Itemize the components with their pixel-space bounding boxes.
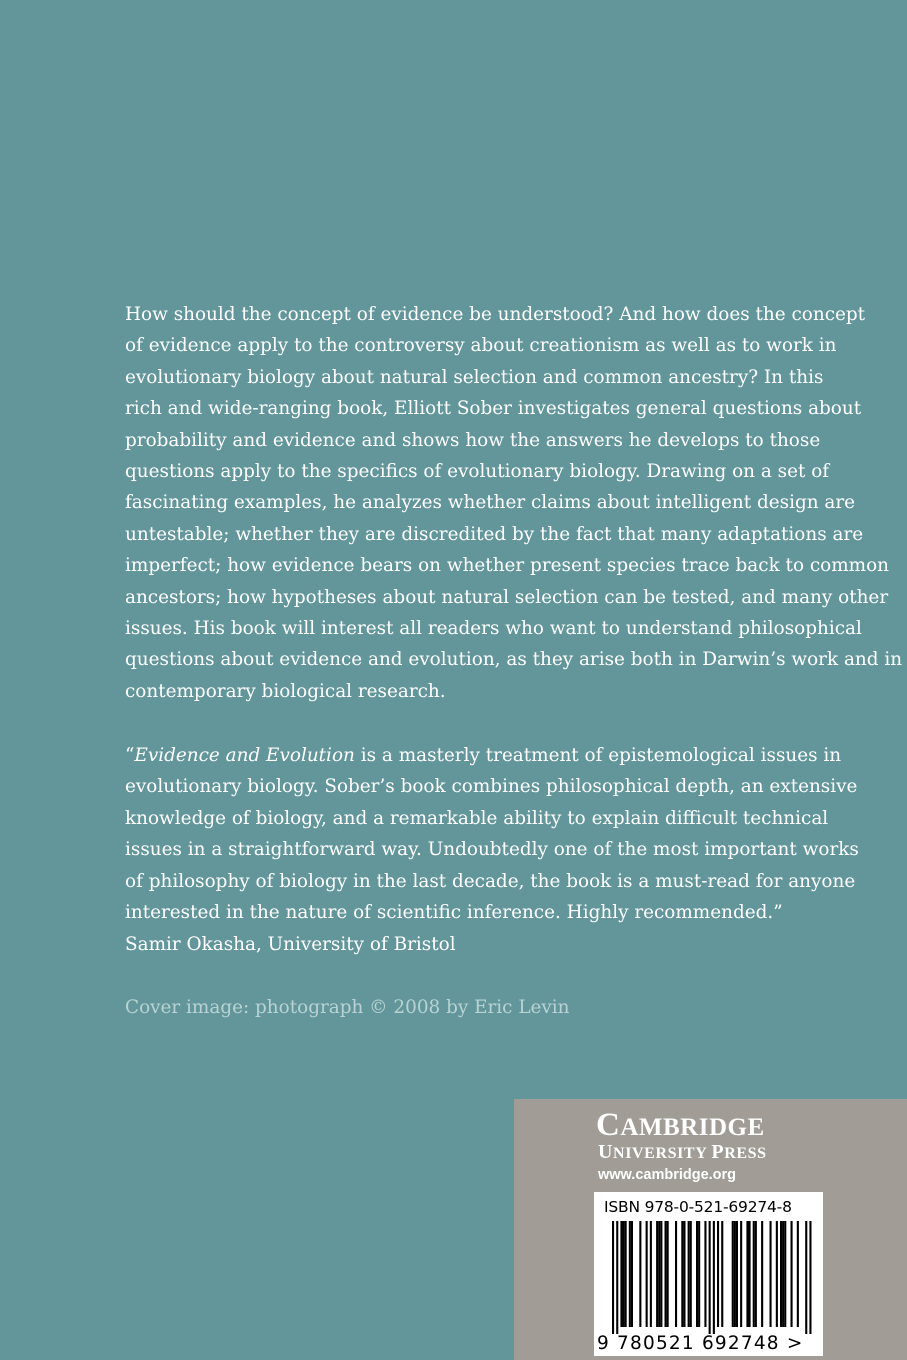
- subname-rest-2: RESS: [724, 1145, 767, 1162]
- isbn-barcode: [594, 1192, 823, 1356]
- barcode-bar: [721, 1221, 723, 1327]
- barcode-bar: [797, 1221, 799, 1327]
- barcode-bar: [736, 1221, 738, 1327]
- book-description: [125, 299, 903, 707]
- barcode-bar: [713, 1221, 715, 1334]
- barcode-bar: [698, 1221, 700, 1327]
- barcode-bar: [780, 1221, 782, 1327]
- barcode-bar: [690, 1221, 692, 1327]
- barcode-bar: [805, 1221, 807, 1334]
- barcode-bar: [681, 1221, 683, 1327]
- review-line: issues in a straightforward way. Undoubtedly one of the most important works: [125, 839, 859, 861]
- description-line: imperfect; how evidence bears on whether present species trace back to common: [125, 555, 890, 577]
- barcode-bar: [675, 1221, 677, 1327]
- publisher-website: www.cambridge.org: [598, 1167, 737, 1183]
- subname-initial-2: P: [711, 1141, 725, 1163]
- cover-image-credit: Cover image: photograph © 2008 by Eric Levin: [125, 997, 570, 1018]
- description-line: evolutionary biology about natural selection and common ancestry? In this: [125, 366, 824, 388]
- barcode-bar: [625, 1221, 627, 1327]
- barcode-bar: [740, 1221, 742, 1327]
- barcode-bar: [623, 1221, 625, 1327]
- barcode-bar: [612, 1221, 614, 1334]
- description-line: questions apply to the specifics of evolutionary biology. Drawing on a set of: [125, 461, 830, 483]
- open-quote-mark: “: [125, 745, 135, 766]
- publisher-panel: [514, 1099, 907, 1360]
- barcode-bar: [782, 1221, 784, 1327]
- barcode-bar: [667, 1221, 669, 1327]
- barcode-bar: [704, 1221, 706, 1327]
- barcode-bar: [639, 1221, 641, 1327]
- subname-rest-1: NIVERSITY: [613, 1145, 712, 1162]
- barcode-bar: [658, 1221, 660, 1327]
- review-attribution: Samir Okasha, University of Bristol: [125, 934, 456, 955]
- barcode-bar: [776, 1221, 778, 1327]
- review-line: evolutionary biology. Sober’s book combines philosophical depth, an extensive: [125, 776, 858, 798]
- barcode-bar: [770, 1221, 772, 1327]
- publisher-name-rest: AMBRIDGE: [620, 1114, 765, 1141]
- subname-initial-1: U: [598, 1141, 614, 1163]
- barcode-bar: [646, 1221, 648, 1327]
- barcode-bar: [650, 1221, 652, 1327]
- barcode-bar: [755, 1221, 757, 1327]
- barcode-bar: [717, 1221, 719, 1327]
- barcode-bar: [784, 1221, 786, 1327]
- barcode-bar: [660, 1221, 662, 1327]
- barcode-bar: [709, 1221, 711, 1334]
- barcode-bar: [761, 1221, 763, 1327]
- description-line: of evidence apply to the controversy about creationism as well as to work in: [125, 335, 837, 357]
- barcode-bar: [616, 1221, 618, 1334]
- barcode-digits: 9 780521 692748 >: [597, 1333, 804, 1354]
- barcode-bar: [656, 1221, 658, 1327]
- description-line: issues. His book will interest all readers who want to understand philosophical: [125, 618, 862, 640]
- review-line: knowledge of biology, and a remarkable ability to explain difficult technical: [125, 807, 829, 829]
- book-title: Evidence and Evolution: [134, 745, 355, 766]
- barcode-bar: [696, 1221, 698, 1327]
- barcode-bar: [749, 1221, 751, 1327]
- barcode-bar: [732, 1221, 734, 1327]
- description-line: probability and evidence and shows how the answers he develops to those: [125, 429, 821, 451]
- description-line: fascinating examples, he analyzes whether claims about intelligent design are: [125, 492, 856, 514]
- barcode-bar: [809, 1221, 811, 1334]
- barcode-bar: [620, 1221, 622, 1327]
- publisher-logo-subname: [598, 1141, 767, 1165]
- barcode-bar: [688, 1221, 690, 1327]
- barcode-bar: [734, 1221, 736, 1327]
- review-quote: [125, 740, 859, 928]
- review-line: [125, 740, 845, 771]
- barcode-bar: [683, 1221, 685, 1327]
- description-line: How should the concept of evidence be understood? And how does the concept: [125, 304, 866, 325]
- barcode-bar: [753, 1221, 755, 1327]
- description-line: ancestors; how hypotheses about natural selection can be tested, and many other: [125, 586, 889, 608]
- barcode-bar: [665, 1221, 667, 1327]
- review-line: interested in the nature of scientific inference. Highly recommended.”: [125, 902, 783, 924]
- review-line: of philosophy of biology in the last decade, the book is a must-read for anyone: [125, 870, 856, 892]
- description-line: contemporary biological research.: [125, 680, 446, 702]
- description-line: rich and wide-ranging book, Elliott Sober investigates general questions about: [125, 398, 862, 420]
- barcode-bar: [629, 1221, 631, 1327]
- barcode-bar: [631, 1221, 633, 1327]
- publisher-name-initial: C: [596, 1107, 621, 1143]
- barcode-bars: [594, 1221, 823, 1334]
- review-first-line-text: is a masterly treatment of epistemological issues in: [354, 745, 842, 766]
- description-line: untestable; whether they are discredited by the fact that many adaptations are: [125, 523, 864, 545]
- barcode-bar: [746, 1221, 748, 1327]
- isbn-number: ISBN 978-0-521-69274-8: [604, 1198, 792, 1216]
- description-line: questions about evidence and evolution, as they arise both in Darwin’s work and in: [125, 649, 903, 671]
- barcode-bar: [791, 1221, 793, 1327]
